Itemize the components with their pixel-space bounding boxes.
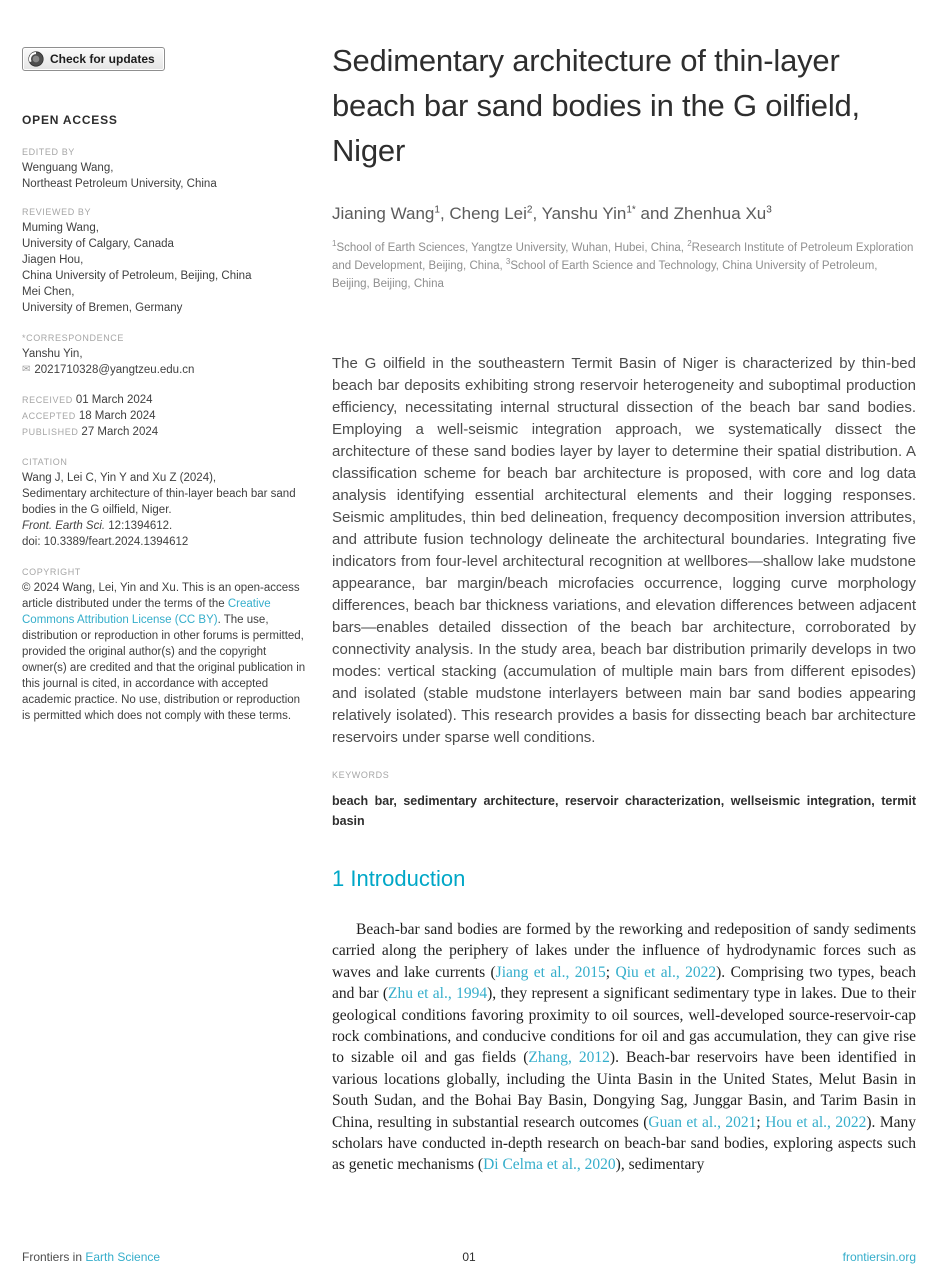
text-segment: , Cheng Lei <box>439 204 527 223</box>
correspondence-email[interactable]: 2021710328@yangtzeu.edu.cn <box>34 364 195 376</box>
affiliations <box>332 239 916 293</box>
inline-link[interactable]: Di Celma et al., 2020 <box>483 1156 616 1174</box>
list-line: University of Bremen, Germany <box>22 302 183 314</box>
copyright-text <box>22 580 310 724</box>
list-line: Muming Wang, <box>22 222 99 234</box>
received-date: 01 March 2024 <box>75 394 153 406</box>
reviewed-by-block <box>22 205 310 316</box>
list-line: University of Calgary, Canada <box>22 238 174 250</box>
text-segment: 3 <box>766 204 772 216</box>
text-segment: . The use, distribution or reproduction in other forums is permitted, provided the original author(s) and the copyright owner(s) are credited and that the original publication in this journal is cited, in accordance with accepted academic practice. No use, distribution or reproduction is permitted which does not comply with these terms. <box>22 614 306 722</box>
text-segment: School of Earth Science and Technology, China University of Petroleum, Beijing, Beijing, China <box>332 260 878 290</box>
text-segment: doi: 10.3389/feart.2024.1394612 <box>22 536 189 548</box>
text-segment: and Zhenhua Xu <box>635 204 767 223</box>
crossmark-icon <box>28 51 44 67</box>
inline-link[interactable]: Creative Commons Attribution License (CC BY) <box>22 598 271 626</box>
text-segment: 12:1394612. <box>105 520 173 532</box>
open-access-label: OPEN ACCESS <box>22 113 118 127</box>
text-segment: ; <box>605 963 616 981</box>
citation-label: CITATION <box>22 457 68 467</box>
list-line: Mei Chen, <box>22 286 75 298</box>
correspondence-name: Yanshu Yin, <box>22 348 83 360</box>
accepted-row <box>22 408 310 424</box>
copyright-block <box>22 565 310 724</box>
list-line: Wenguang Wang, <box>22 162 114 174</box>
article-title: Sedimentary architecture of thin-layer beach bar sand bodies in the G oilfield, Niger <box>332 43 860 168</box>
citation-text <box>22 470 310 550</box>
accepted-label: ACCEPTED <box>22 411 76 421</box>
inline-link[interactable]: Guan et al., 2021 <box>648 1113 757 1131</box>
citation-block <box>22 455 310 550</box>
edited-by-block <box>22 145 310 192</box>
text-segment: ). Beach-bar reservoirs have been identified in various locations globally, including the Uinta Basin in the United States, Melut Basin in South Sudan, and the Bohai Bay Basin, Dongying Sag, Junggar Basin, and Tarim Basin in China, resulting in substantial research outcomes ( <box>332 1049 916 1131</box>
footer-page-number: 01 <box>462 1250 476 1264</box>
text-segment: 2 <box>687 239 692 249</box>
footer-site-link[interactable]: frontiersin.org <box>842 1250 916 1264</box>
sidebar <box>22 0 310 1176</box>
inline-link[interactable]: Earth Science <box>85 1250 161 1264</box>
text-segment: Research Institute of Petroleum Exploration and Development, Beijing, China, <box>332 242 914 272</box>
text-segment: 3 <box>505 257 511 267</box>
page-footer <box>22 1250 916 1264</box>
inline-link[interactable]: Jiang et al., 2015 <box>495 963 606 981</box>
correspondence-label: *CORRESPONDENCE <box>22 333 125 343</box>
reviewed-by-lines <box>22 220 310 316</box>
text-segment: Front. Earth Sci. <box>22 520 106 532</box>
author-line <box>332 204 916 224</box>
list-line: China University of Petroleum, Beijing, China <box>22 270 252 282</box>
introduction-paragraph <box>332 919 916 1176</box>
accepted-date: 18 March 2024 <box>78 410 156 422</box>
envelope-icon: ✉ <box>22 364 31 375</box>
published-label: PUBLISHED <box>22 427 79 437</box>
abstract-text: The G oilfield in the southeastern Termit Basin of Niger is characterized by thin-bed beach bar deposits exhibiting strong reservoir heterogeneity and suboptimal production efficiency, necessitating internal structural dissection of the beach bar sand bodies. Employing a well-seismic integration approach, we systematically dissect the architecture of these sand bodies layer by layer to determine their spatial distribution. A classification scheme for beach bar architecture is proposed, with core and log data analysis identifying essential architectural elements and their logging responses. Seismic amplitudes, thin bed delineation, frequency decomposition inversion attributes, and attribute fusion technology delineate the architectural boundaries. Integrating five indicators from four-level architectural recognition at wellbores—shallow lake mudstone appearance, bar margin/beach microfacies occurrence, logging curve morphology differences, beach bar thickness variations, and elevation differences between adjacent bars—enables detailed dissection of the beach bar architecture, corroborated by connectivity analysis. In the study area, beach bar distribution primarily develops in two modes: vertical stacking (accumulation of multiple main bars from different episodes) and isolated (stable mudstone interlayers between main bar sand bodies appearing relatively isolated). This research provides a basis for dissecting beach bar architecture reservoirs under sparse well conditions. <box>332 355 916 746</box>
copyright-label: COPYRIGHT <box>22 567 81 577</box>
correspondence-block <box>22 331 310 378</box>
inline-link[interactable]: Zhu et al., 1994 <box>388 985 488 1003</box>
dates-block <box>22 392 310 440</box>
text-segment: School of Earth Sciences, Yangtze University, Wuhan, Hubei, China, <box>336 242 688 254</box>
article <box>332 0 916 1176</box>
received-row <box>22 392 310 408</box>
footer-journal <box>22 1250 320 1264</box>
text-segment: ), they represent a significant sedimentary type in lakes. Due to their geological conditions favoring proximity to oil sources, well-developed source-reservoir-cap rock combinations, and conducive conditions for oil and gas accumulation, they can give rise to sizable oil and gas fields ( <box>332 985 916 1067</box>
received-label: RECEIVED <box>22 395 73 405</box>
check-for-updates-button[interactable] <box>22 47 165 71</box>
text-segment: Sedimentary architecture of thin-layer beach bar sand bodies in the G oilfield, Niger. <box>22 488 296 516</box>
inline-link[interactable]: Qiu et al., 2022 <box>615 963 717 981</box>
edited-by-lines <box>22 160 310 192</box>
text-segment: ), sedimentary <box>615 1156 705 1174</box>
text-segment: ). Comprising two types, beach and bar ( <box>332 963 917 1003</box>
reviewed-by-label: REVIEWED BY <box>22 207 92 217</box>
keywords-text: beach bar, sedimentary architecture, reservoir characterization, wellseismic integration, termit basin <box>332 794 916 828</box>
text-segment: © 2024 Wang, Lei, Yin and Xu. This is an open-access article distributed under the terms of the <box>22 582 300 610</box>
text-segment: ; <box>756 1113 766 1131</box>
edited-by-label: EDITED BY <box>22 147 75 157</box>
text-segment: Beach-bar sand bodies are formed by the reworking and redeposition of sandy sediments carried along the periphery of lakes under the influence of hydrodynamic forces such as waves and lake currents ( <box>332 921 916 981</box>
text-segment: Frontiers in <box>22 1250 86 1264</box>
check-for-updates-label: Check for updates <box>50 52 155 66</box>
published-row <box>22 424 310 440</box>
inline-link[interactable]: Zhang, 2012 <box>528 1049 610 1067</box>
text-segment: 1 <box>434 204 440 216</box>
text-segment: 2 <box>526 204 533 216</box>
text-segment: 1 <box>332 239 337 249</box>
keywords-label: KEYWORDS <box>332 770 390 780</box>
section-heading-introduction: 1 Introduction <box>332 866 466 891</box>
text-segment: ). Many scholars have conducted in-depth research on beach-bar sand bodies, exploring aspects such as genetic mechanisms ( <box>332 1113 917 1174</box>
list-line: Northeast Petroleum University, China <box>22 178 217 190</box>
inline-link[interactable]: Hou et al., 2022 <box>765 1113 867 1131</box>
text-segment: Jianing Wang <box>332 204 435 223</box>
list-line: Jiagen Hou, <box>22 254 84 266</box>
text-segment: 1* <box>626 204 636 216</box>
text-segment: Wang J, Lei C, Yin Y and Xu Z (2024), <box>22 472 217 484</box>
text-segment: , Yanshu Yin <box>532 204 627 223</box>
published-date: 27 March 2024 <box>81 426 159 438</box>
